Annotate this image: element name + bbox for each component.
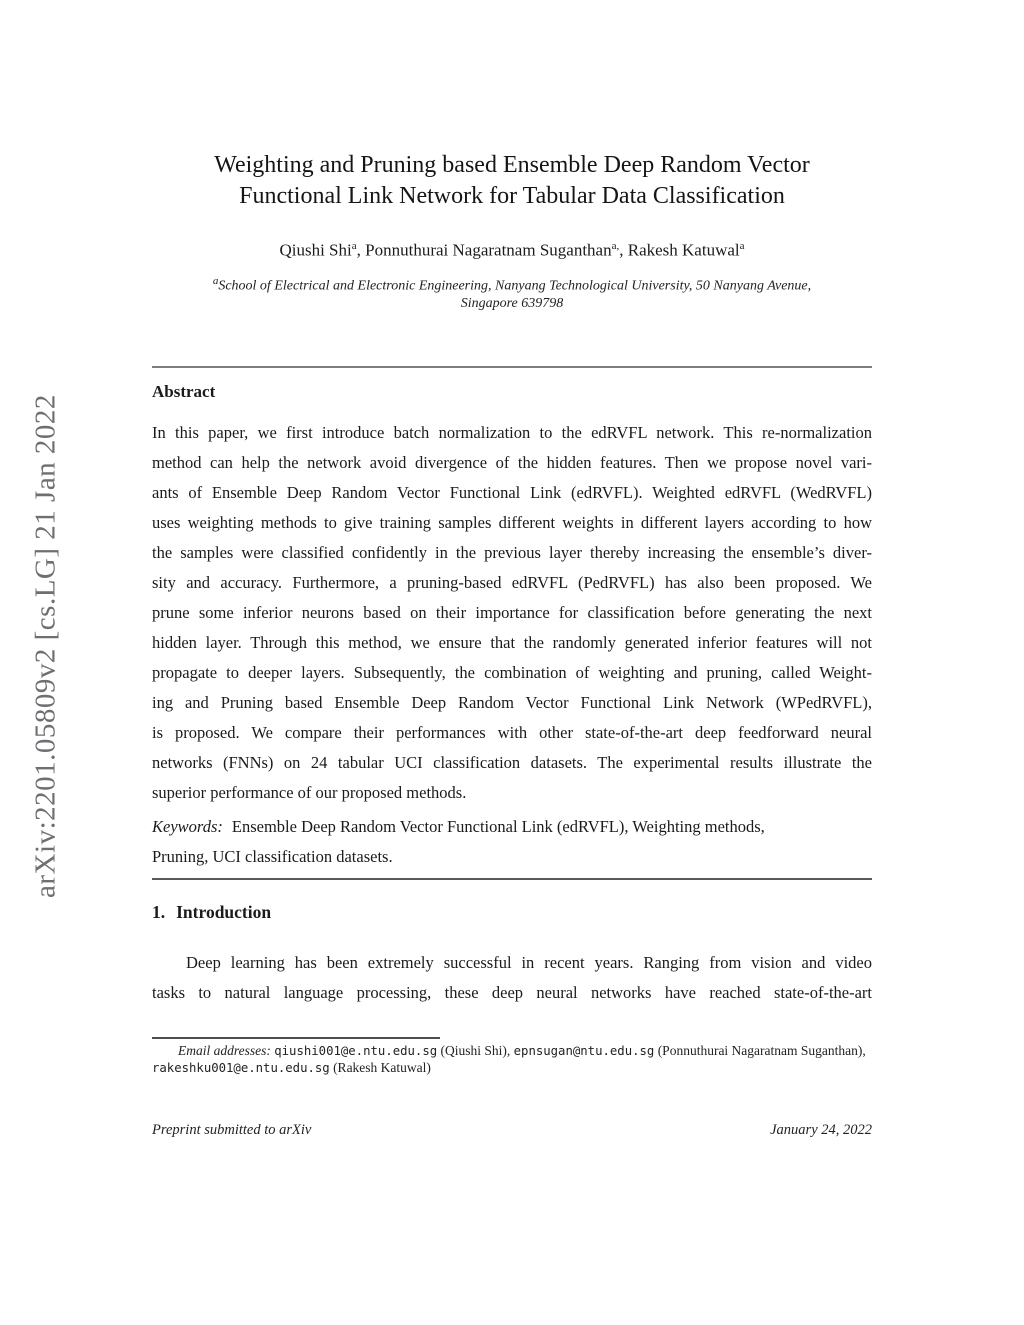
text-line: tasks to natural language processing, these deep neural networks have reached state-of-the-art xyxy=(152,983,872,1002)
affiliation-mark: a xyxy=(212,275,219,287)
email-owner: (Ponnuthurai Nagaratnam Suganthan), xyxy=(654,1043,866,1058)
affiliation-line: Singapore 639798 xyxy=(460,295,564,311)
author-separator: , xyxy=(619,240,628,260)
introduction-paragraph xyxy=(152,948,872,1008)
text-line: In this paper, we first introduce batch normalization to the edRVFL network. This re-normalization xyxy=(152,423,872,442)
text-line: ing and Pruning based Ensemble Deep Random Vector Functional Link Network (WPedRVFL), xyxy=(152,693,872,712)
affiliation xyxy=(152,273,872,312)
email-owner: (Qiushi Shi), xyxy=(437,1043,514,1058)
affiliation-line: $^a$School of Electrical and Electronic Engineering, Nanyang Technological University, 50 Nanyang Avenue, xyxy=(212,275,812,294)
text-line: superior performance of our proposed methods. xyxy=(152,783,467,802)
arxiv-id-banner: arXiv:2201.05809v2 [cs.LG] 21 Jan 2022 xyxy=(29,394,62,898)
author-name: Qiushi Shi xyxy=(279,240,352,260)
text-line: hidden layer. Through this method, we ensure that the randomly generated inferior features will not xyxy=(152,633,872,652)
section-number: 1. xyxy=(152,902,166,922)
text-line: is proposed. We compare their performances with other state-of-the-art deep feedforward neural xyxy=(152,723,872,742)
section-title: Introduction xyxy=(176,902,272,922)
author-name: Ponnuthurai Nagaratnam Suganthan xyxy=(365,240,612,260)
text-line: the samples were classified confidently in the previous layer thereby increasing the ensemble’s diver- xyxy=(152,543,872,562)
text-line: sity and accuracy. Furthermore, a pruning-based edRVFL (PedRVFL) has also been proposed. We xyxy=(152,573,872,592)
email-address: epnsugan@ntu.edu.sg xyxy=(513,1044,655,1058)
abstract-top-rule xyxy=(152,366,872,368)
paper-title xyxy=(152,150,872,212)
footnote-rule xyxy=(152,1037,440,1039)
email-footnote xyxy=(152,1043,872,1076)
author-affiliation-mark: a, xyxy=(611,240,620,252)
text-line: method can help the network avoid divergence of the hidden features. Then we propose novel vari- xyxy=(152,453,872,472)
email-address: rakeshku001@e.ntu.edu.sg xyxy=(152,1060,330,1075)
keywords-text: Ensemble Deep Random Vector Functional Link (edRVFL), Weighting methods, xyxy=(231,817,765,836)
abstract-heading: Abstract xyxy=(152,382,216,401)
submission-date: January 24, 2022 xyxy=(770,1122,872,1138)
page-footer xyxy=(152,1122,872,1139)
abstract-bottom-rule xyxy=(152,878,872,880)
keywords-label: Keywords: xyxy=(152,817,223,836)
email-owner: (Rakesh Katuwal) xyxy=(329,1059,431,1075)
author-affiliation-mark: a xyxy=(351,240,357,252)
email-addresses-label: Email addresses: xyxy=(178,1043,271,1058)
preprint-notice: Preprint submitted to arXiv xyxy=(152,1122,312,1138)
keywords-line: Pruning, UCI classification datasets. xyxy=(152,847,393,866)
text-line: uses weighting methods to give training samples different weights in different layers according to how xyxy=(152,513,872,532)
author-affiliation-mark: a xyxy=(739,240,745,252)
text-line: propagate to deeper layers. Subsequently, the combination of weighting and pruning, called Weight- xyxy=(152,663,872,682)
section-heading-introduction xyxy=(152,902,872,923)
author-name: Rakesh Katuwal xyxy=(627,240,740,260)
text-line: networks (FNNs) on 24 tabular UCI classification datasets. The experimental results illustrate the xyxy=(152,753,872,772)
author-line xyxy=(152,240,872,261)
text-line: Functional Link Network for Tabular Data Classification xyxy=(239,183,785,209)
author-separator: , xyxy=(356,240,366,260)
keywords-line xyxy=(152,812,872,842)
abstract-text xyxy=(152,418,872,808)
text-line: Deep learning has been extremely successful in recent years. Ranging from vision and video xyxy=(186,953,872,972)
keywords-block xyxy=(152,812,872,872)
text-line: Weighting and Pruning based Ensemble Deep Random Vector xyxy=(214,152,810,178)
text-line: prune some inferior neurons based on their importance for classification before generating the next xyxy=(152,603,872,622)
email-address: qiushi001@e.ntu.edu.sg xyxy=(274,1044,438,1058)
text-line: ants of Ensemble Deep Random Vector Functional Link (edRVFL). Weighted edRVFL (WedRVFL) xyxy=(152,483,872,502)
